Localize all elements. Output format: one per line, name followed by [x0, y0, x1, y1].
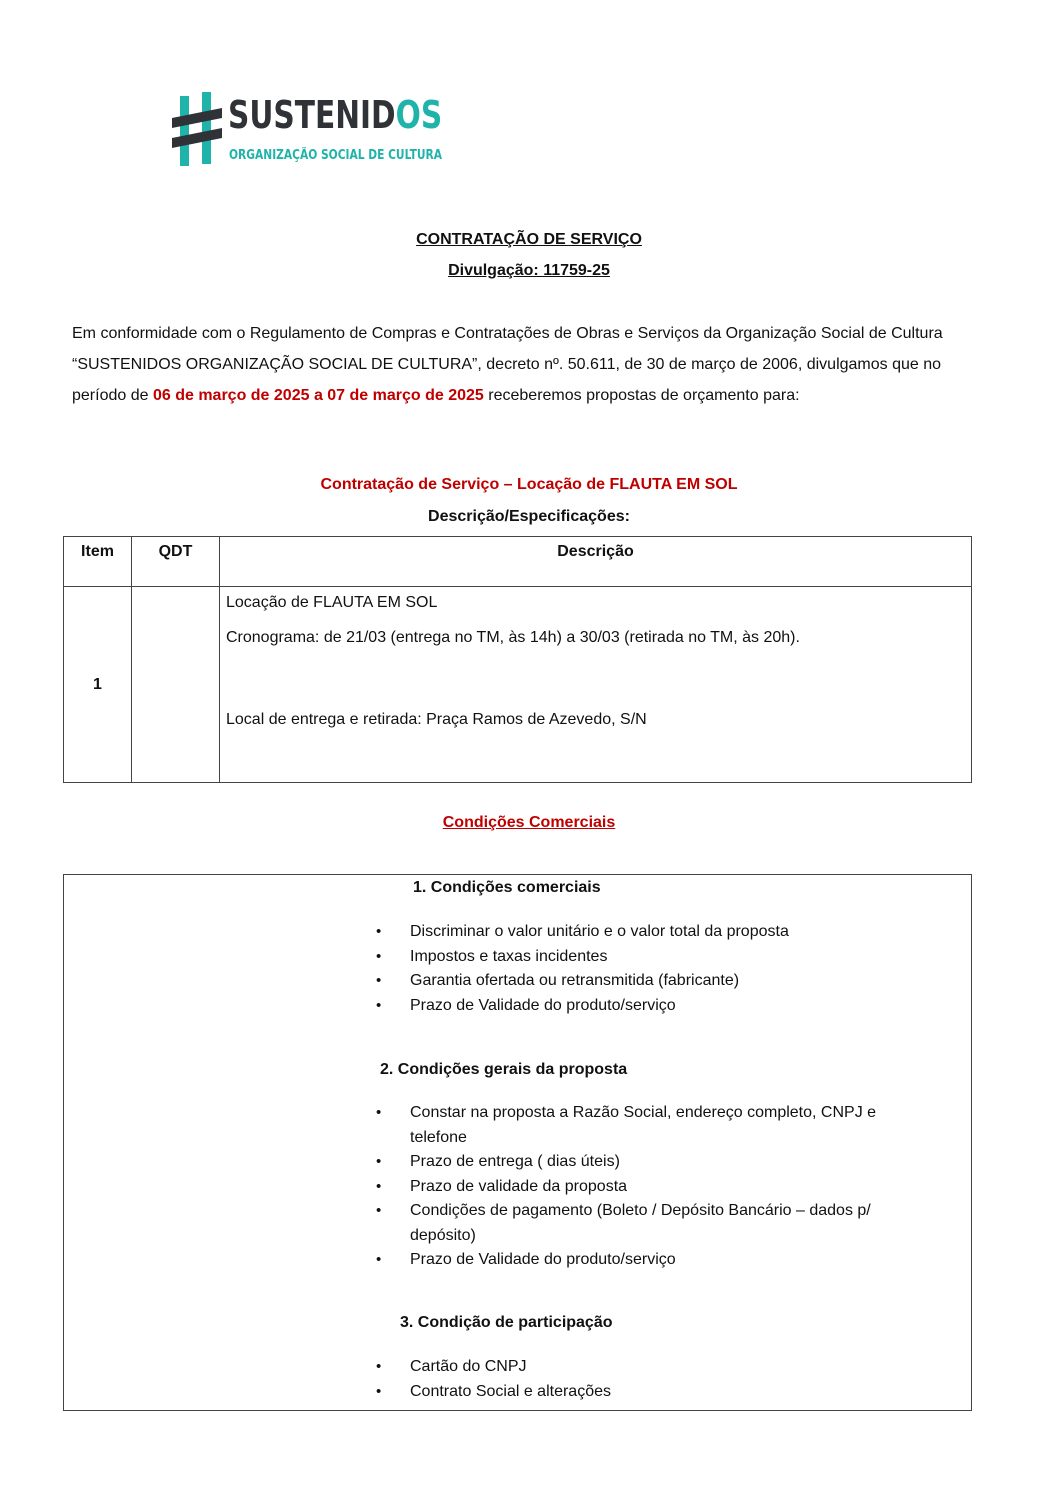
document-subtitle: Divulgação: 11759-25 [448, 262, 610, 279]
section-list-1 [346, 920, 906, 1018]
desc-line-1: Locação de FLAUTA EM SOL [226, 594, 438, 611]
desc-line-3: Local de entrega e retirada: Praça Ramos de Azevedo, S/N [226, 711, 647, 728]
list-item: • Cartão do CNPJ [346, 1355, 906, 1380]
list-item: • Garantia ofertada ou retransmitida (fabricante) [346, 969, 906, 994]
document-title: CONTRATAÇÃO DE SERVIÇO [416, 231, 642, 248]
list-item: • Prazo de Validade do produto/serviço [346, 1248, 906, 1273]
logo-wordmark: SUSTENIDOS [228, 93, 443, 137]
list-item: • Condições de pagamento (Boleto / Depósito Bancário – dados p/ depósito) [346, 1199, 906, 1248]
list-item: • Prazo de validade da proposta [346, 1175, 906, 1200]
section-heading-3: 3. Condição de participação [400, 1314, 613, 1331]
table-header-row [64, 537, 972, 587]
conditions-title: Condições Comerciais [442, 814, 616, 831]
list-item: • Discriminar o valor unitário e o valor total da proposta [346, 920, 906, 945]
cell-qdt [132, 587, 220, 783]
logo-subtitle: ORGANIZAÇÃO SOCIAL DE CULTURA [229, 148, 443, 163]
spec-table [63, 536, 972, 783]
list-item: • Prazo de entrega ( dias úteis) [346, 1150, 906, 1175]
proposal-period: 06 de março de 2025 a 07 de março de 2025 [152, 387, 484, 404]
desc-line-2: Cronograma: de 21/03 (entrega no TM, às 14h) a 30/03 (retirada no TM, às 20h). [226, 629, 800, 646]
header-desc: Descrição [220, 537, 972, 587]
list-item: • Constar na proposta a Razão Social, endereço completo, CNPJ e telefone [346, 1101, 906, 1150]
section-list-2 [346, 1101, 906, 1273]
service-title: Contratação de Serviço – Locação de FLAUTA EM SOL [320, 476, 738, 493]
cell-desc [220, 587, 972, 783]
table-row [64, 587, 972, 783]
hash-icon [172, 90, 224, 168]
list-item: • Prazo de Validade do produto/serviço [346, 994, 906, 1019]
section-heading-2: 2. Condições gerais da proposta [380, 1061, 628, 1078]
list-item: • Impostos e taxas incidentes [346, 945, 906, 970]
intro-paragraph: Em conformidade com o Regulamento de Compras e Contratações de Obras e Serviços da Organização Social de Cultura “SUSTENIDOS ORGANIZAÇÃO SOCIAL DE CULTURA”, decreto nº. 50.611, de 30 de março de 2006, divulgamos que no período de 06 de março de 2025 a 07 de março de 2025 receberemos propostas de orçamento para: [72, 325, 943, 404]
section-list-3 [346, 1355, 906, 1404]
section-heading-1: 1. Condições comerciais [413, 879, 601, 896]
header-qdt: QDT [132, 537, 220, 587]
cell-item: 1 [64, 587, 132, 783]
spec-title: Descrição/Especificações: [428, 508, 630, 525]
list-item: • Contrato Social e alterações [346, 1380, 906, 1405]
header-item: Item [64, 537, 132, 587]
sustenidos-logo [172, 90, 443, 170]
